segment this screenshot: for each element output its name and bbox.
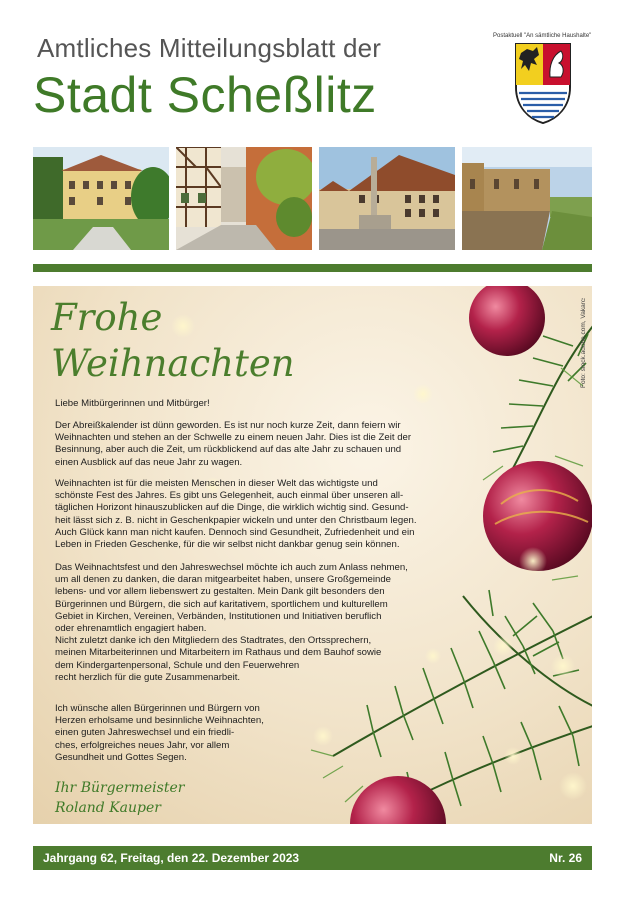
text-line: schönste Fest des Jahres. Es gibt uns Gelegenheit, auch einmal über unseren all- — [55, 490, 404, 502]
text-line: Gesundheit und Gottes Segen. — [55, 751, 187, 763]
text-line: ches, erfolgreiches neues Jahr, vor allem — [55, 739, 230, 751]
text-line: Ich wünsche allen Bürgerinnen und Bürgern von — [55, 703, 260, 714]
signature-title: Ihr Bürgermeister — [55, 780, 185, 796]
paragraph-3 — [55, 562, 408, 684]
greeting-heading-line2: Weihnachten — [51, 342, 295, 385]
text-line: recht herzlich für die gute Zusammenarbeit. — [55, 671, 241, 683]
signature-name: Roland Kauper — [55, 800, 161, 816]
text-line: Das Weihnachtsfest und den Jahreswechsel möchte ich auch zum Anlass nehmen, — [55, 562, 408, 573]
masthead-subtitle: Amtliches Mitteilungsblatt der — [37, 33, 382, 63]
photo-credit — [576, 298, 588, 388]
text-line: oder ehrenamtlich engagiert haben. — [55, 623, 207, 635]
salutation: Liebe Mitbürgerinnen und Mitbürger! — [55, 398, 210, 409]
text-line: Weihnachten ist für die meisten Menschen in dieser Welt das wichtigste und — [55, 478, 378, 489]
text-line: täglichen Horizont hinauszublicken auf die Dinge, die wirklich wichtig sind. Gesund- — [55, 502, 409, 514]
photo-marktplatz — [319, 147, 455, 250]
paragraph-4 — [55, 703, 264, 764]
greeting-heading-line1: Frohe — [51, 296, 163, 339]
divider-rule — [33, 264, 592, 272]
text-line: Bürgerinnen und Bürgern, die sich auf karitativem, sportlichem und kulturellem — [55, 598, 388, 610]
masthead-title: Stadt Scheßlitz — [33, 67, 377, 123]
text-line: einen Ausblick auf das neue Jahr zu wagen. — [55, 456, 243, 468]
text-line: Der Abreißkalender ist dünn geworden. Es ist nur noch kurze Zeit, dann feiern wir — [55, 420, 401, 431]
text-line: Gebiet in Kirchen, Vereinen, Verbänden, Institutionen und Initiativen beruflich — [55, 610, 382, 622]
paragraph-2 — [55, 478, 417, 551]
photo-credit-text: Foto: stock.adobe.com, Vakarcs — [580, 298, 587, 388]
issue-number: Nr. 26 — [549, 851, 582, 865]
paragraph-1 — [55, 420, 411, 469]
issue-info: Jahrgang 62, Freitag, den 22. Dezember 2023 — [43, 851, 300, 865]
text-line: Herzen erholsame und besinnliche Weihnachten, — [55, 715, 264, 727]
text-line: heit lässt sich z. B. nicht in Geschenkpapier wickeln und unter den Christbaum legen. — [55, 514, 417, 526]
text-line: meinen Mitarbeiterinnen und Mitarbeitern im Rathaus und dem Bauhof sowie — [55, 647, 382, 659]
text-line: Nicht zuletzt danke ich den Mitgliedern des Stadtrates, den Ortssprechern, — [55, 635, 372, 647]
text-line: Weihnachten und stehen an der Schwelle zu einem neuen Jahr. Dies ist die Zeit der — [55, 432, 412, 444]
christmas-greeting-card — [33, 286, 592, 824]
text-line: Besinnung, aber auch die Zeit, um rückblickend auf das alte Jahr zu schauen und — [55, 444, 402, 456]
coat-of-arms-icon — [513, 41, 573, 125]
text-line: dem Kindergartenpersonal, Schule und den Feuerwehren — [55, 659, 300, 671]
photo-schloss — [33, 147, 169, 250]
text-line: Leben in Frieden Geschenke, für die wir selbst nicht dankbar genug sein können. — [55, 539, 400, 551]
text-line: einen guten Jahreswechsel und ein friedli- — [55, 727, 235, 739]
photo-fachwerk-gasse — [176, 147, 312, 250]
text-line: Auch Glück kann man nicht kaufen. Dennoch sind Gesundheit, Zufriedenheit und ein — [55, 526, 415, 538]
postal-note: Postaktuell "An sämtliche Haushalte" — [493, 33, 592, 39]
photo-burgruine — [462, 147, 592, 250]
footer-bar — [33, 846, 592, 870]
text-line: lebens- und vor allem liebenswert zu gestalten. Mein Dank gilt besonders den — [55, 586, 385, 598]
text-line: um all denen zu danken, die daran mitgearbeitet haben, unsere Großgemeinde — [55, 574, 391, 586]
